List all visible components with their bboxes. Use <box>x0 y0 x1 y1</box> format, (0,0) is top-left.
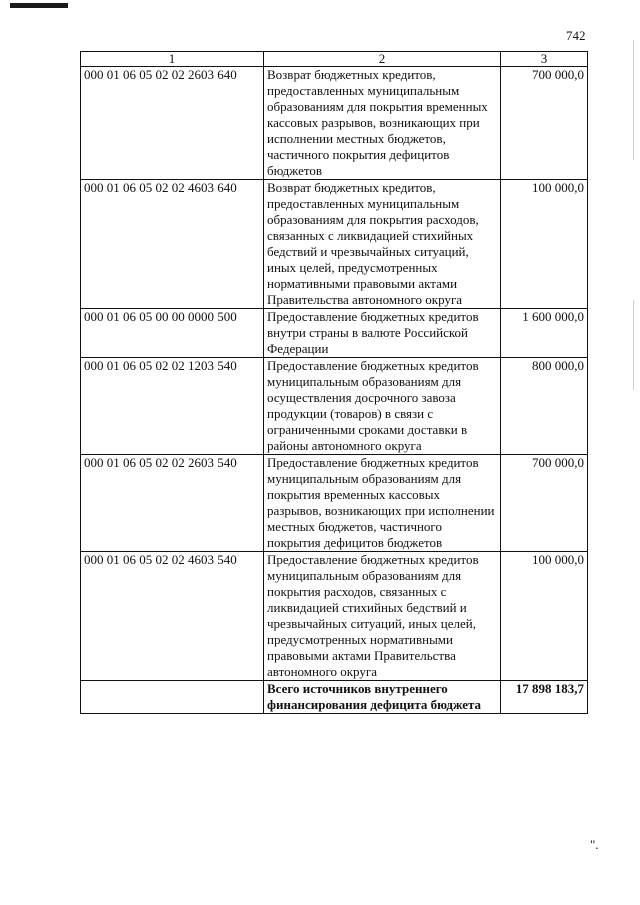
sources-table <box>80 51 588 714</box>
description-cell: Предоставление бюджетных кредитов муниципальным образованиям для покрытия временных кассовых разрывов, возникающих при исполнении местных бюджетов, частичного покрытия дефицитов бюджетов <box>264 455 501 552</box>
amount-cell: 100 000,0 <box>501 180 588 309</box>
table-row <box>81 455 588 552</box>
table-row <box>81 552 588 681</box>
column-header: 3 <box>501 52 588 67</box>
amount-cell: 100 000,0 <box>501 552 588 681</box>
total-amount-cell: 17 898 183,7 <box>501 681 588 714</box>
amount-cell: 800 000,0 <box>501 358 588 455</box>
table-row <box>81 180 588 309</box>
budget-code-cell: 000 01 06 05 02 02 4603 640 <box>81 180 264 309</box>
description-cell: Предоставление бюджетных кредитов муниципальным образованиям для осуществления досрочного завоза продукции (товаров) в связи с ограниченными сроками доставки в районы автономного округа <box>264 358 501 455</box>
budget-code-cell: 000 01 06 05 02 02 2603 640 <box>81 67 264 180</box>
scan-edge-bar <box>10 3 68 8</box>
table-row <box>81 358 588 455</box>
budget-code-cell: 000 01 06 05 02 02 1203 540 <box>81 358 264 455</box>
table-row <box>81 67 588 180</box>
description-cell: Предоставление бюджетных кредитов муниципальным образованиям для покрытия расходов, связанных с ликвидацией стихийных бедствий и чрезвычайных ситуаций, иных целей, предусмотренных нормативными правовыми актами Правительства автономного округа <box>264 552 501 681</box>
description-cell: Предоставление бюджетных кредитов внутри страны в валюте Российской Федерации <box>264 309 501 358</box>
scan-margin-mark <box>633 40 634 160</box>
table-header-row <box>81 52 588 67</box>
scan-margin-mark <box>633 300 634 390</box>
page-number: 742 <box>566 28 586 43</box>
closing-quote-mark: ". <box>590 837 599 852</box>
table-row <box>81 309 588 358</box>
column-header: 1 <box>81 52 264 67</box>
total-row <box>81 681 588 714</box>
description-cell: Возврат бюджетных кредитов, предоставленных муниципальным образованиям для покрытия расходов, связанных с ликвидацией стихийных бедствий и чрезвычайных ситуаций, иных целей, предусмотренных нормативными правовыми актами Правительства автономного округа <box>264 180 501 309</box>
amount-cell: 1 600 000,0 <box>501 309 588 358</box>
budget-code-cell: 000 01 06 05 02 02 4603 540 <box>81 552 264 681</box>
budget-code-cell: 000 01 06 05 02 02 2603 540 <box>81 455 264 552</box>
description-cell: Возврат бюджетных кредитов, предоставленных муниципальным образованиям для покрытия временных кассовых разрывов, возникающих при исполнении местных бюджетов, частичного покрытия дефицитов бюджетов <box>264 67 501 180</box>
amount-cell: 700 000,0 <box>501 67 588 180</box>
total-code-cell <box>81 681 264 714</box>
total-description-cell: Всего источников внутреннего финансирования дефицита бюджета <box>264 681 501 714</box>
amount-cell: 700 000,0 <box>501 455 588 552</box>
budget-code-cell: 000 01 06 05 00 00 0000 500 <box>81 309 264 358</box>
column-header: 2 <box>264 52 501 67</box>
